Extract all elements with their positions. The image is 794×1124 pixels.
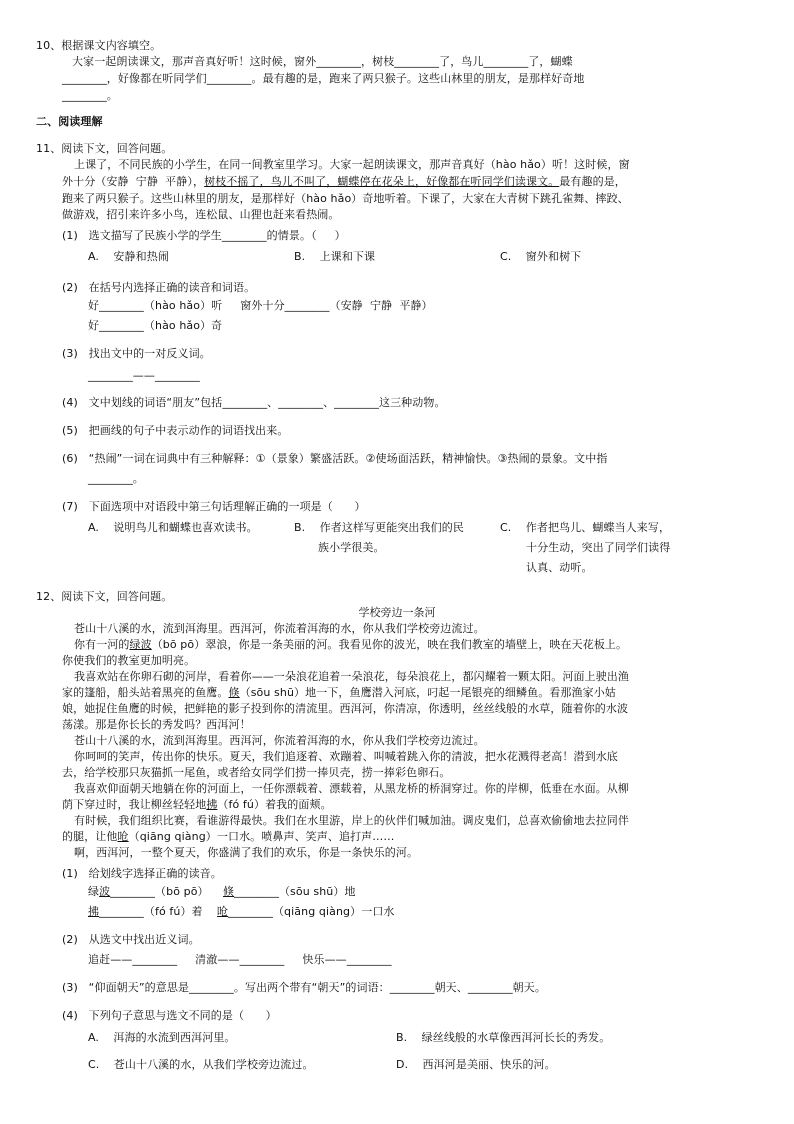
underlined-word: 绿波 [129, 638, 152, 651]
q12-passage-line: 啊，西洱河，一整个夏天，你盛满了我们的欢乐，你是一条快乐的河。 [74, 846, 419, 859]
q11-sub2-stem: (2) 在括号内选择正确的读音和词语。 [62, 281, 256, 294]
q12-sub2-answer-line: 追赶——________ 清澈——________ 快乐——________ [88, 953, 392, 966]
q11-passage-line: 跑来了两只猴子。这些山林里的朋友，是那样好（hào hǎo）奇地听着。下课了，大家在大青树下跳孔雀舞、摔跤、 [62, 192, 629, 205]
q11-sub7-option-a[interactable]: A. 说明鸟儿和蝴蝶也喜欢读书。 [88, 521, 258, 534]
q12-sub2-stem: (2) 从选文中找出近义词。 [62, 933, 200, 946]
q10-line-2: ________，好像都在听同学们________。最有趣的是，跑来了两只猴子。这些山林里的朋友，是那样好奇地 [62, 72, 585, 85]
q12-passage-line: 去，给学校那只灰猫抓一尾鱼，或者给女同学们捞一捧贝壳，捞一捧彩色卵石。 [62, 766, 451, 779]
q11-sub3-stem: (3) 找出文中的一对反义词。 [62, 347, 211, 360]
q12-sub4-option-d[interactable]: D. 西洱河是美丽、快乐的河。 [396, 1058, 556, 1071]
q11-sub5-stem: (5) 把画线的句子中表示动作的词语找出来。 [62, 424, 289, 437]
q12-passage-line: 有时候，我们组织比赛，看谁游得最快。我们在水里游，岸上的伙伴们喊加油。调皮鬼们，总喜欢偷偷地去拉同伴 [74, 814, 629, 827]
q12-passage-line: 荡漾。那是你长长的秀发吗？西洱河！ [62, 718, 251, 731]
q12-sub4-option-a[interactable]: A. 洱海的水流到西洱河里。 [88, 1031, 236, 1044]
q12-stem: 12、阅读下文，回答问题。 [36, 590, 173, 603]
q12-passage-line: 你使我们的教室更加明亮。 [62, 654, 196, 667]
q11-sub7-option-b-cont: 族小学很美。 [318, 541, 385, 554]
q11-sub1-option-c[interactable]: C. 窗外和树下 [500, 250, 582, 263]
q10-line-3: ________。 [62, 89, 118, 102]
q12-sub4-stem: (4) 下列句子意思与选文不同的是（ ） [62, 1009, 277, 1022]
q12-sub1-stem: (1) 给划线字选择正确的读音。 [62, 867, 222, 880]
q11-passage-line: 上课了，不同民族的小学生，在同一间教室里学习。大家一起朗读课文，那声音真好（hào hǎo）听！这时候，窗 [74, 158, 630, 171]
underlined-word: 拂 [206, 798, 218, 811]
q12-passage-line: 苍山十八溪的水，流到洱海里。西洱河，你流着洱海的水，你从我们学校旁边流过。 [74, 734, 485, 747]
q12-passage-line: 家的篷船，船头站着黑亮的鱼鹰。倏（sōu shū）地一下，鱼鹰潜入河底，叼起一尾银亮的细鳞鱼。看那渔家小姑 [62, 686, 616, 699]
q11-passage-line: 外十分（安静 宁静 平静），树枝不摇了，鸟儿不叫了，蝴蝶停在花朵上，好像都在听同学们读课文。最有趣的是， [62, 175, 626, 188]
q10-line-1: 大家一起朗读课文，那声音真好听！这时候，窗外________，树枝________了，鸟儿________了，蝴蝶 [72, 55, 573, 68]
q11-sub4-stem: (4) 文中划线的词语“朋友”包括________、________、________这三种动物。 [62, 396, 446, 409]
q12-passage-line: 我喜欢仰面朝天地躺在你的河面上，一任你漂载着、漂载着，从黑龙桥的桥洞穿过。你的岸柳，低垂在水面。从柳 [74, 782, 629, 795]
q10-stem: 10、根据课文内容填空。 [36, 39, 162, 52]
q12-passage-line: 荫下穿过时，我让柳丝轻轻地拂（fó fú）着我的面颊。 [62, 798, 332, 811]
q11-sub7-stem: (7) 下面选项中对语段中第三句话理解正确的一项是（ ） [62, 500, 366, 513]
passage-title: 学校旁边一条河 [358, 606, 436, 619]
q11-sub3-answer-line: ________——________ [88, 369, 200, 382]
q11-passage-line: 做游戏，招引来许多小鸟，连松鼠、山狸也赶来看热闹。 [62, 208, 340, 221]
q11-sub7-option-c-cont: 十分生动，突出了同学们读得 [526, 541, 671, 554]
q12-passage-line: 你呵呵的笑声，传出你的快乐。夏天，我们追逐着、欢蹦着、叫喊着跳入你的清波，把水花溅得老高！潜到水底 [74, 750, 618, 763]
underlined-word: 倏 [228, 686, 240, 699]
q12-sub1-line-2: 拂________（fó fú）着 呛________（qiāng qiàng）一口水 [88, 905, 395, 918]
q11-sub7-option-c[interactable]: C. 作者把鸟儿、蝴蝶当人来写， [500, 521, 671, 534]
q12-passage-line: 我喜欢站在你卵石砌的河岸，看着你——一朵浪花追着一朵浪花，每朵浪花上，都闪耀着一颗太阳。河面上驶出渔 [74, 670, 629, 683]
q11-stem: 11、阅读下文，回答问题。 [36, 142, 173, 155]
q11-sub7-option-c-cont: 认真、动听。 [526, 561, 593, 574]
q11-sub1-stem: (1) 选文描写了民族小学的学生________的情景。（ ） [62, 229, 346, 242]
q12-sub3-stem: (3) “仰面朝天”的意思是________。写出两个带有“朝天”的词语：________朝天、________朝天。 [62, 981, 546, 994]
q12-passage-line: 娘，她捉住鱼鹰的时候，把鲜艳的影子投到你的清流里。西洱河，你清凉，你透明，丝丝线般的水草，随着你的水波 [62, 702, 629, 715]
q11-sub1-option-b[interactable]: B. 上课和下课 [294, 250, 376, 263]
underlined-word: 呛 [117, 830, 129, 843]
q12-sub4-option-c[interactable]: C. 苍山十八溪的水，从我们学校旁边流过。 [88, 1058, 314, 1071]
q11-sub1-option-a[interactable]: A. 安静和热闹 [88, 250, 169, 263]
q11-sub6-answer-line: ________。 [88, 472, 144, 485]
q12-passage-line: 苍山十八溪的水，流到洱海里。西洱河，你流着洱海的水，你从我们学校旁边流过。 [74, 622, 485, 635]
section-heading: 二、阅读理解 [36, 115, 103, 128]
q12-passage-line: 的腿，让他呛（qiāng qiàng）一口水。喷鼻声、笑声、追打声…… [62, 830, 395, 843]
q11-sub2-line-1: 好________（hào hǎo）听 窗外十分________（安静 宁静 平静） [88, 299, 433, 312]
q11-sub6-stem: (6) “热闹”一词在词典中有三种解释：①（景象）繁盛活跃。②使场面活跃，精神愉快。③热闹的景象。文中指 [62, 452, 608, 465]
q11-sub7-option-b[interactable]: B. 作者这样写更能突出我们的民 [294, 521, 464, 534]
underlined-sentence: 树枝不摇了，鸟儿不叫了，蝴蝶停在花朵上，好像都在听同学们读课文。 [204, 175, 560, 188]
q11-sub2-line-2: 好________（hào hǎo）奇 [88, 319, 223, 332]
q12-sub1-line-1: 绿波________（bō pō） 倏________（sōu shū）地 [88, 885, 356, 898]
q12-sub4-option-b[interactable]: B. 绿丝线般的水草像西洱河长长的秀发。 [396, 1031, 611, 1044]
q12-passage-line: 你有一河的绿波（bō pō）翠浪，你是一条美丽的河。我看见你的波光，映在我们教室的墙壁上，映在天花板上。 [74, 638, 628, 651]
